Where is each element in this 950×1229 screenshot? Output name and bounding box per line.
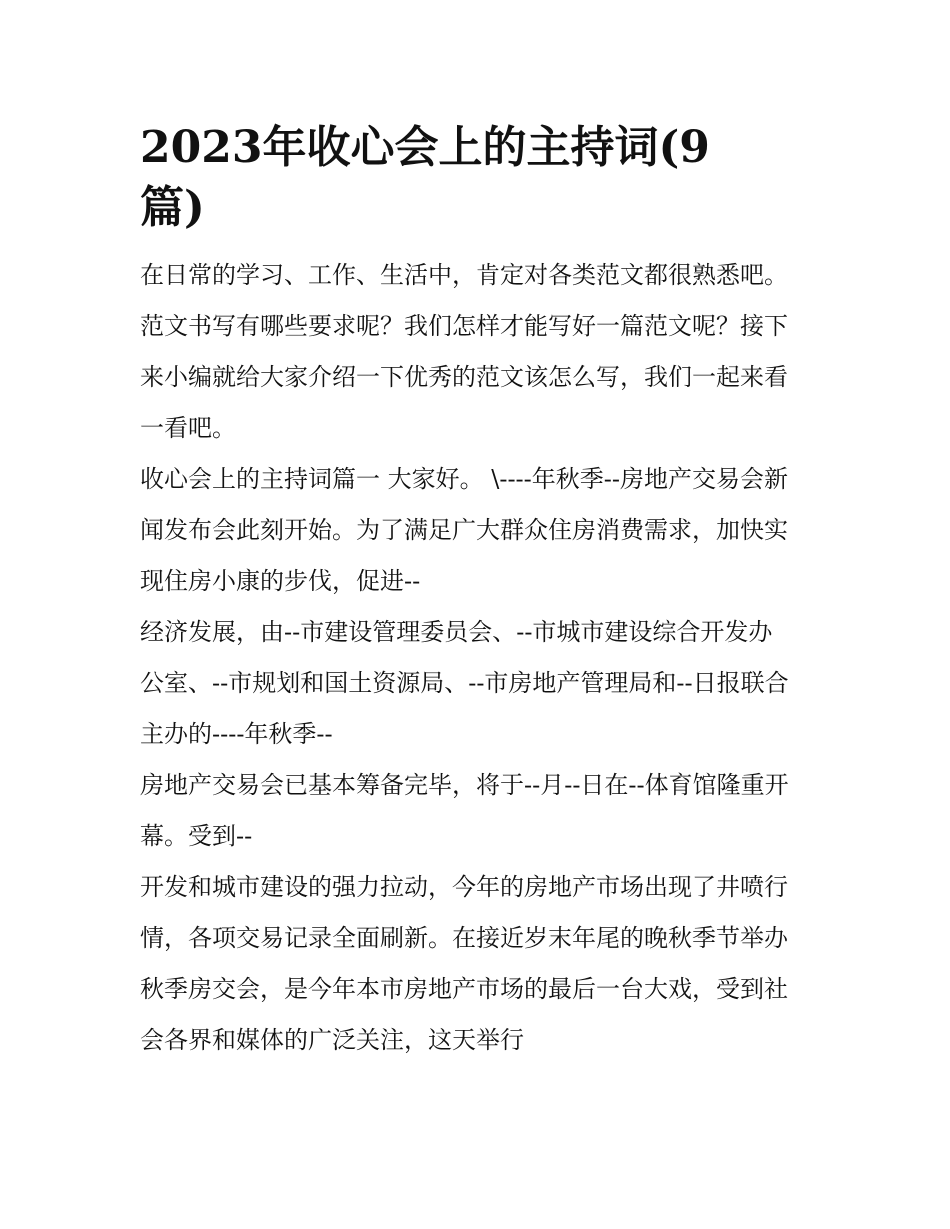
paragraph-intro [140, 250, 820, 454]
text-line: 开发和城市建设的强力拉动，今年的房地产市场出现了井喷行 [140, 873, 788, 901]
text-line: 主办的----年秋季-- [140, 720, 333, 748]
text-line: 一看吧。 [140, 414, 236, 442]
paragraph-organizers [140, 607, 820, 760]
text-line: 范文书写有哪些要求呢？我们怎样才能写好一篇范文呢？接下 [140, 312, 788, 340]
paragraph-schedule [140, 760, 820, 862]
text-line: 会各界和媒体的广泛关注，这天举行 [140, 1026, 524, 1054]
text-line: 房地产交易会已基本筹备完毕，将于--月--日在--体育馆隆重开 [140, 771, 789, 799]
title-line: 篇) [140, 182, 205, 233]
text-line: 闻发布会此刻开始。为了满足广大群众住房消费需求，加快实 [140, 516, 788, 544]
text-line: 现住房小康的步伐，促进-- [140, 567, 421, 595]
text-line: 在日常的学习、工作、生活中，肯定对各类范文都很熟悉吧。 [140, 261, 788, 289]
title-line: 2023年收心会上的主持词(9 [140, 122, 710, 173]
text-line: 幕。受到-- [140, 822, 253, 850]
document-body [140, 118, 820, 1066]
text-line: 情，各项交易记录全面刷新。在接近岁末年尾的晚秋季节举办 [140, 924, 788, 952]
text-line: 秋季房交会，是今年本市房地产市场的最后一台大戏，受到社 [140, 975, 788, 1003]
text-line: 经济发展，由--市建设管理委员会、--市城市建设综合开发办 [140, 618, 773, 646]
paragraph-market [140, 862, 820, 1066]
document-title [140, 118, 820, 238]
text-line: 公室、--市规划和国土资源局、--市房地产管理局和--日报联合 [140, 669, 789, 697]
paragraph-opening [140, 454, 820, 607]
text-line: 来小编就给大家介绍一下优秀的范文该怎么写，我们一起来看 [140, 363, 788, 391]
text-line: 收心会上的主持词篇一 大家好。 \----年秋季--房地产交易会新 [140, 465, 788, 493]
